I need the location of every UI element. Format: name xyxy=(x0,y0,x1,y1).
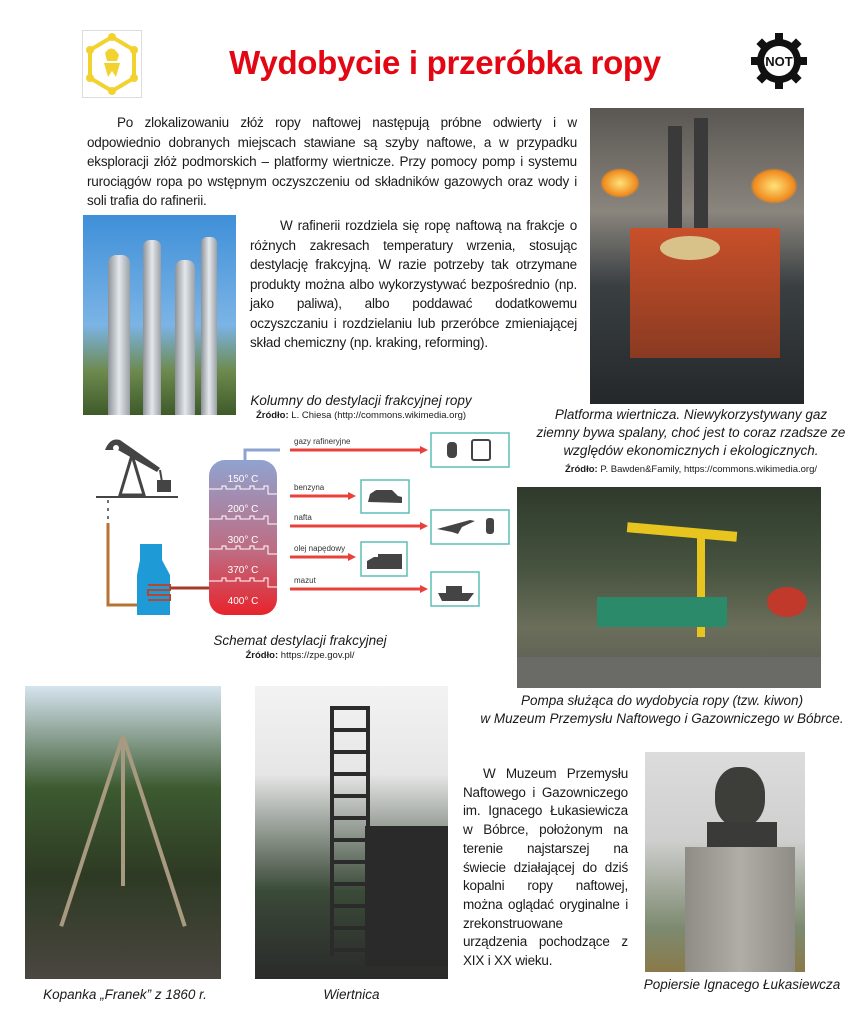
ship-icon xyxy=(438,586,474,601)
pumpjack-icon xyxy=(96,439,178,497)
fractional-distillation-diagram xyxy=(90,420,510,620)
refinery-columns-photo xyxy=(83,215,236,415)
temperature-label: 150° C xyxy=(227,474,259,485)
source-text: L. Chiesa (http://commons.wikimedia.org) xyxy=(291,410,467,421)
source-label: Źródło: xyxy=(245,650,279,661)
source-text: P. Bawden&Family, https://commons.wikimedia.org/ xyxy=(600,464,817,475)
fraction-label: olej napędowy xyxy=(294,544,346,553)
diagram-source xyxy=(170,649,430,662)
pumpjack-photo xyxy=(517,487,821,688)
source-label: Źródło: xyxy=(255,410,289,421)
oil-platform-photo xyxy=(590,108,804,404)
lukasiewicz-bust-photo xyxy=(645,752,805,972)
drilling-rig-photo xyxy=(255,686,448,979)
source-label: Źródło: xyxy=(564,464,598,475)
source-text: https://zpe.gov.pl/ xyxy=(280,650,355,661)
fraction-label: mazut xyxy=(294,576,316,585)
platform-caption: Platforma wiertnicza. Niewykorzystywany gaz ziemny bywa spalany, choć jest to coraz rzadsze ze względów ekonomicznych i ekologicznych. xyxy=(536,407,846,458)
pump-caption-line1: Pompa służąca do wydobycia ropy (tzw. kiwon) xyxy=(520,693,804,708)
temperature-label: 200° C xyxy=(227,504,259,515)
temperature-label: 370° C xyxy=(227,565,259,576)
diagram-caption: Schemat destylacji frakcyjnej xyxy=(213,633,387,648)
bust-caption: Popiersie Ignacego Łukasiewcza xyxy=(643,977,841,992)
fraction-label: benzyna xyxy=(294,483,325,492)
truck-icon xyxy=(367,554,402,569)
temperature-label: 400° C xyxy=(227,596,259,607)
intro-paragraph-1: Po zlokalizowaniu złóż ropy naftowej następują próbne odwierty i w odpowiednio dobranych miejscach stawiane są szyby naftowe, a w przypadku eksploracji złóż podmorskich – platformy wiertnicze. Przy pomocy pomp i systemu rurociągów ropa po wstępnym oczyszczeniu od składników gazowych oraz wody i soli trafia do rafinerii. xyxy=(87,115,577,208)
page-title: Wydobycie i przeróbka ropy xyxy=(229,44,661,81)
wiertnica-caption: Wiertnica xyxy=(323,987,380,1002)
kopanka-caption: Kopanka „Franek” z 1860 r. xyxy=(43,987,207,1002)
platform-source xyxy=(532,463,850,476)
airplane-icon xyxy=(437,520,475,534)
kopanka-franek-photo xyxy=(25,686,221,979)
intro-paragraph-2: W rafinerii rozdziela się ropę naftową na frakcje o różnych zakresach temperatury wrzenia, stosując destylację frakcyjną. W razie potrzeby tak otrzymane produkty można albo wykorzystywać bezpośrednio (np. jako paliwa), albo poddawać dodatkowemu oczyszczaniu i rozdzielaniu lub przeróbce zmieniającej skład chemiczny (np. kraking, reforming). xyxy=(250,218,577,350)
lantern-icon xyxy=(486,518,494,534)
columns-caption: Kolumny do destylacji frakcyjnej ropy xyxy=(250,393,472,408)
car-icon xyxy=(368,490,402,503)
not-logo-text: NOT xyxy=(765,54,793,69)
temperature-label: 300° C xyxy=(227,535,259,546)
furnace-icon xyxy=(137,544,170,615)
museum-paragraph: W Muzeum Przemysłu Naftowego i Gazowniczego im. Ignacego Łukasiewicza w Bóbrce, położonym na terenie najstarszej na świecie działającej do dziś kopalni ropy naftowej, można oglądać oryginalne i zrekonstruowane urządzenia pochodzące z XIX i XX wieku. xyxy=(463,766,628,969)
not-logo xyxy=(750,32,808,90)
fraction-label: nafta xyxy=(294,513,312,522)
pump-caption-line2: w Muzeum Przemysłu Naftowego i Gazowniczego w Bóbrce. xyxy=(480,711,844,726)
fraction-label: gazy rafineryjne xyxy=(294,437,351,446)
stove-icon xyxy=(472,440,490,460)
gas-cylinder-icon xyxy=(447,442,457,458)
